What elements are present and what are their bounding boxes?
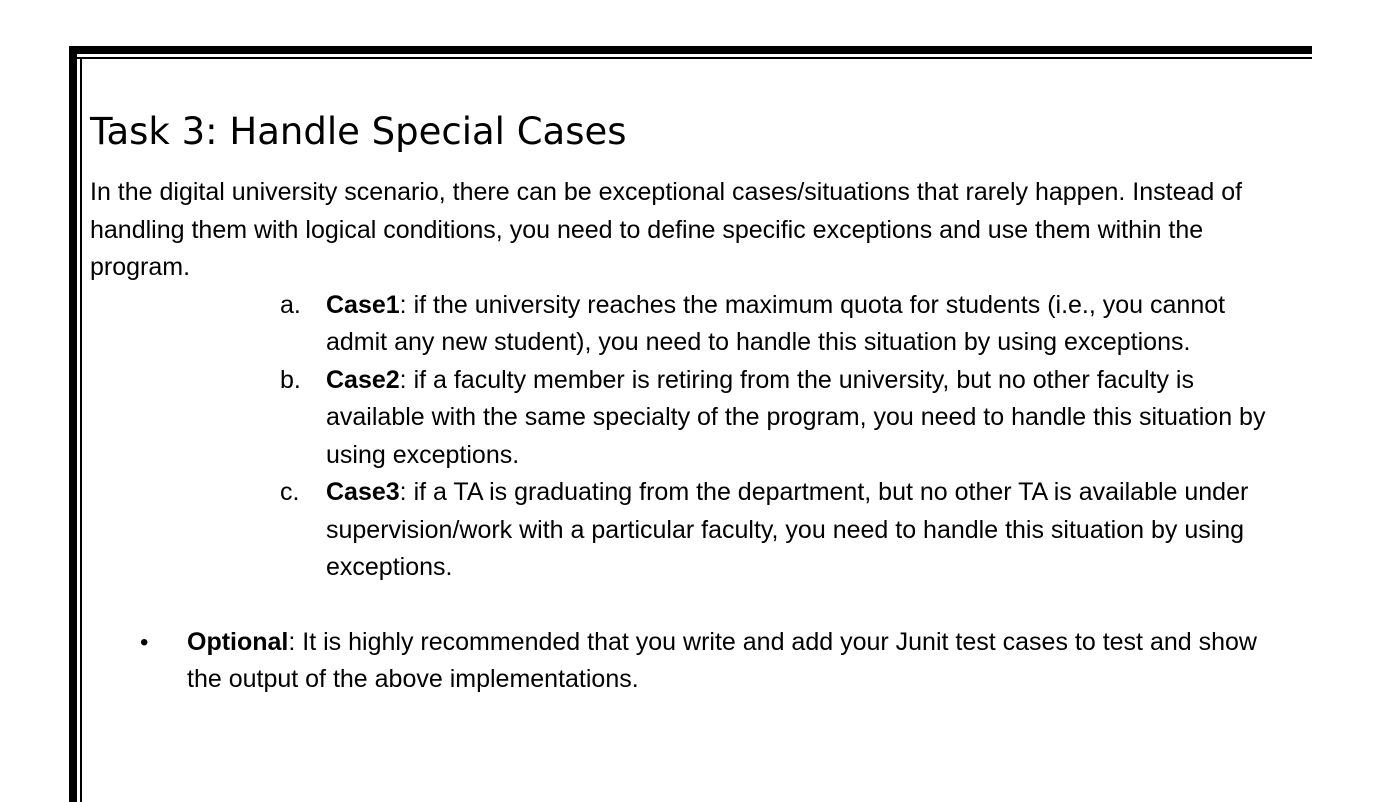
case-description: : if the university reaches the maximum quota for students (i.e., you cannot admit any new student), you need to handle this situation by using exceptions. bbox=[326, 290, 1226, 356]
case-description: : if a TA is graduating from the department, but no other TA is available under supervision/work with a particular faculty, you need to handle this situation by using exceptions. bbox=[326, 478, 1249, 581]
case-list bbox=[280, 287, 1280, 587]
page-border-left-inner bbox=[80, 57, 82, 802]
page-border-top bbox=[69, 46, 1312, 54]
optional-text bbox=[187, 624, 1290, 699]
case-marker: c. bbox=[280, 478, 300, 506]
bullet-icon: • bbox=[140, 628, 149, 656]
document-body bbox=[90, 106, 1310, 699]
case-title: Case3 bbox=[326, 478, 400, 506]
optional-title: Optional bbox=[187, 627, 289, 656]
case-text bbox=[326, 474, 1280, 587]
case-text bbox=[326, 362, 1280, 475]
case-title: Case2 bbox=[326, 365, 400, 394]
case-item-3 bbox=[280, 474, 1280, 587]
optional-description: : It is highly recommended that you write and add your Junit test cases to test and show the output of the above implementations. bbox=[187, 627, 1257, 693]
case-title: Case1 bbox=[326, 290, 400, 319]
case-item-1 bbox=[280, 287, 1280, 362]
case-marker: a. bbox=[280, 290, 301, 319]
page-border-left bbox=[69, 46, 77, 802]
optional-bullet-item bbox=[140, 624, 1290, 699]
case-item-2 bbox=[280, 362, 1280, 475]
page-border-top-inner bbox=[69, 57, 1312, 59]
task-heading: Task 3: Handle Special Cases bbox=[90, 110, 627, 153]
case-description: : if a faculty member is retiring from the university, but no other faculty is available with the same specialty of the program, you need to handle this situation by using exceptions. bbox=[326, 365, 1266, 469]
case-marker: b. bbox=[280, 365, 301, 394]
intro-paragraph: In the digital university scenario, there can be exceptional cases/situations that rarely happen. Instead of handling them with logical conditions, you need to define specific exceptions and use them within the program. bbox=[90, 178, 1243, 281]
case-text bbox=[326, 287, 1280, 362]
